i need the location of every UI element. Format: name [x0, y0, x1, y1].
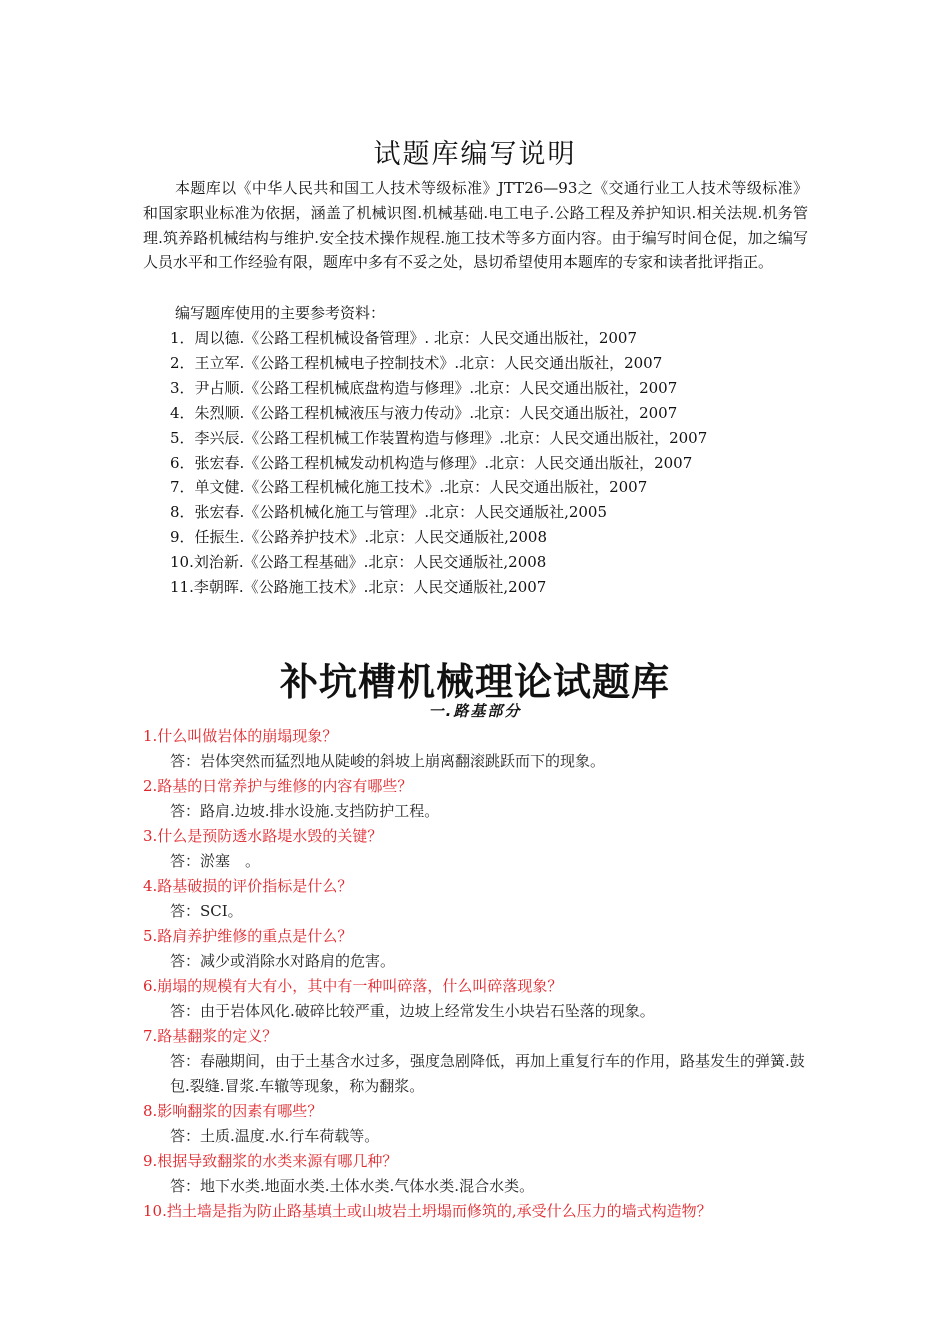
answer: 答：路肩.边坡.排水设施.支挡防护工程。	[170, 802, 440, 820]
references-heading: 编写题库使用的主要参考资料：	[175, 304, 386, 322]
reference-item: 6．张宏春.《公路工程机械发动机构造与修理》.北京：人民交通出版社，2007	[170, 453, 693, 472]
references-list	[170, 326, 707, 600]
question: 1.什么叫做岩体的崩塌现象？	[143, 727, 338, 745]
question: 10.挡土墙是指为防止路基填土或山坡岩土坍塌而修筑的,承受什么压力的墙式构造物？	[143, 1202, 712, 1220]
answer: 答：岩体突然而猛烈地从陡峻的斜坡上崩离翻滚跳跃而下的现象。	[170, 752, 606, 770]
answer: 答：减少或消除水对路肩的危害。	[170, 952, 396, 970]
reference-item: 8．张宏春.《公路机械化施工与管理》.北京：人民交通版社,2005	[170, 503, 608, 522]
answer: 答：SCI。	[170, 902, 243, 920]
answer: 答：春融期间，由于土基含水过多，强度急剧降低，再加上重复行车的作用，路基发生的弹簧.鼓包.裂缝.冒浆.车辙等现象，称为翻浆。	[170, 1052, 805, 1095]
reference-item: 10.刘治新.《公路工程基础》.北京：人民交通版社,2008	[170, 553, 547, 572]
reference-item: 7．单文健.《公路工程机械化施工技术》.北京：人民交通出版社，2007	[170, 478, 648, 497]
question-bank-title: 补坑槽机械理论试题库	[279, 660, 670, 704]
question: 2.路基的日常养护与维修的内容有哪些？	[143, 777, 413, 795]
question: 4.路基破损的评价指标是什么？	[143, 877, 353, 895]
question: 6.崩塌的规模有大有小，其中有一种叫碎落，什么叫碎落现象？	[143, 977, 563, 995]
answer: 答：由于岩体风化.破碎比较严重，边坡上经常发生小块岩石坠落的现象。	[170, 1002, 655, 1020]
question: 3.什么是预防透水路堤水毁的关键？	[143, 827, 383, 845]
reference-item: 4．朱烈顺.《公路工程机械液压与液力传动》.北京：人民交通出版社，2007	[170, 403, 678, 422]
answer: 答：土质.温度.水.行车荷载等。	[170, 1127, 380, 1145]
section-title: 一.路基部分	[428, 702, 522, 720]
answer: 答：淤塞 。	[170, 852, 261, 870]
reference-item: 9．任振生.《公路养护技术》.北京：人民交通版社,2008	[170, 528, 548, 547]
intro-paragraph: 本题库以《中华人民共和国工人技术等级标准》JTT26—93之《交通行业工人技术等级标准》和国家职业标准为依据，涵盖了机械识图.机械基础.电工电子.公路工程及养护知识.相关法规.机务管理.筑养路机械结构与维护.安全技术操作规程.施工技术等多方面内容。由于编写时间仓促，加之编写人员水平和工作经验有限，题库中多有不妥之处，恳切希望使用本题库的专家和读者批评指正。	[143, 179, 808, 272]
document-title: 试题库编写说明	[373, 139, 577, 170]
question: 9.根据导致翻浆的水类来源有哪几种？	[143, 1152, 398, 1170]
qa-list	[143, 724, 811, 1224]
reference-item: 11.李朝晖.《公路施工技术》.北京：人民交通版社,2007	[170, 578, 547, 597]
reference-item: 2．王立军.《公路工程机械电子控制技术》.北京：人民交通出版社，2007	[170, 353, 663, 372]
question: 5.路肩养护维修的重点是什么？	[143, 927, 353, 945]
reference-item: 1．周以德.《公路工程机械设备管理》. 北京：人民交通出版社，2007	[170, 329, 638, 347]
question: 7.路基翻浆的定义？	[143, 1027, 278, 1045]
reference-item: 3．尹占顺.《公路工程机械底盘构造与修理》.北京：人民交通出版社，2007	[170, 378, 678, 397]
reference-item: 5．李兴辰.《公路工程机械工作装置构造与修理》.北京：人民交通出版社，2007	[170, 428, 708, 447]
answer: 答：地下水类.地面水类.土体水类.气体水类.混合水类。	[170, 1177, 535, 1195]
question: 8.影响翻浆的因素有哪些？	[143, 1102, 323, 1120]
